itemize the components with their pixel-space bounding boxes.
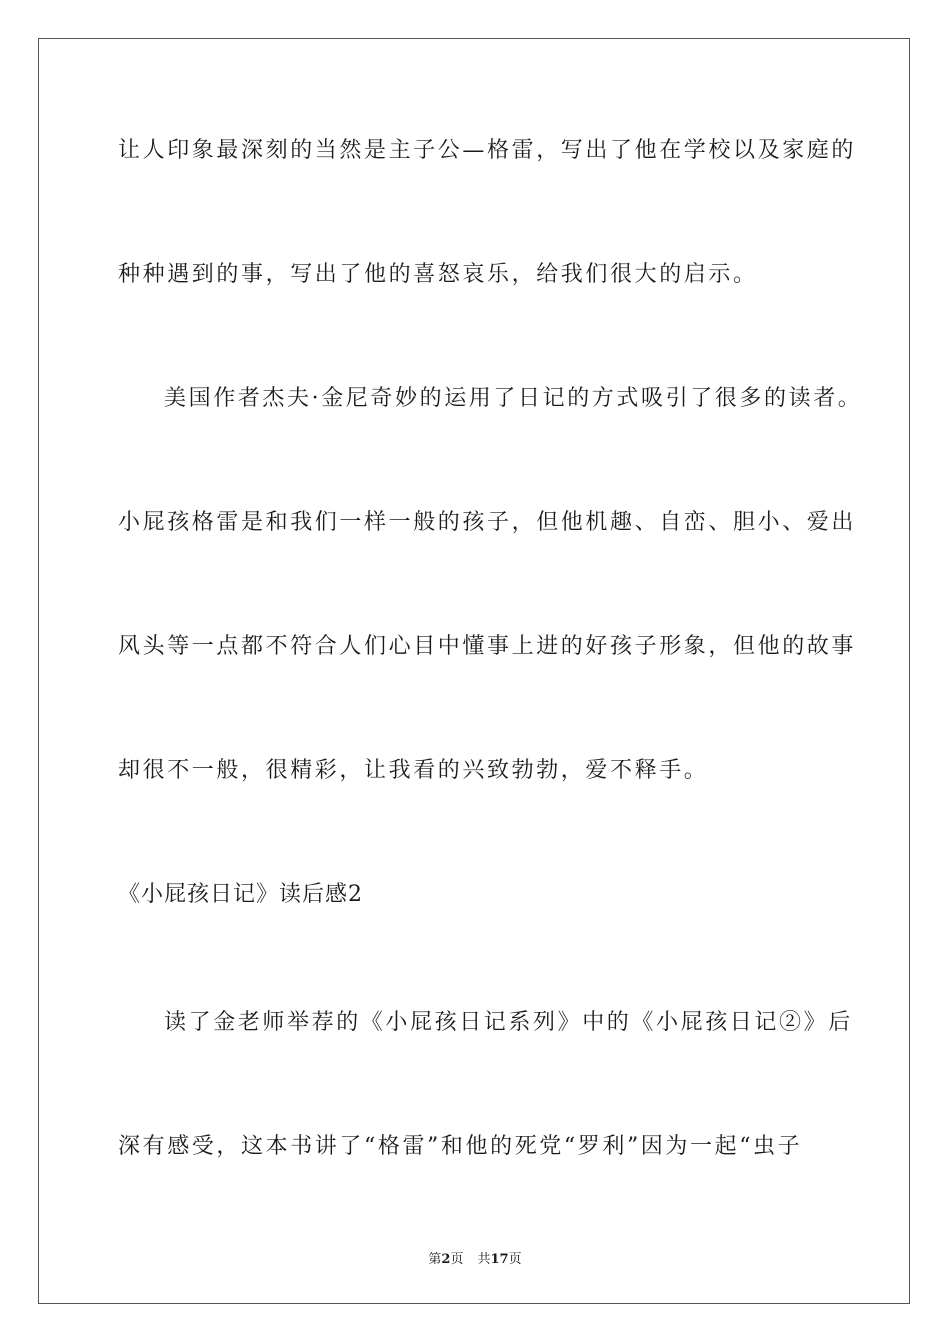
page-border [38,38,910,1304]
page-footer [0,1248,950,1267]
total-pages: 17 [490,1252,509,1267]
page-prefix: 第 [428,1252,442,1267]
text-line: 美国作者杰夫·金尼奇妙的运用了日记的方式吸引了很多的读者。 [164,386,863,411]
text-line: 让人印象最深刻的当然是主子公—格雷，写出了他在学校以及家庭的 [118,138,857,163]
page-number: 2 [441,1252,451,1267]
total-suffix: 页 [508,1252,522,1267]
text-line: 种种遇到的事，写出了他的喜怒哀乐，给我们很大的启示。 [118,262,758,287]
total-prefix: 共 [477,1252,491,1267]
text-line: 读了金老师举荐的《小屁孩日记系列》中的《小屁孩日记②》后 [164,1010,853,1035]
page-suffix: 页 [450,1252,464,1267]
text-line: 小屁孩格雷是和我们一样一般的孩子，但他机趣、自峦、胆小、爱出 [118,510,857,535]
text-line: 风头等一点都不符合人们心目中懂事上进的好孩子形象，但他的故事 [118,634,857,659]
text-line: 却很不一般，很精彩，让我看的兴致勃勃，爱不释手。 [118,758,709,783]
section-heading: 《小屁孩日记》读后感2 [118,882,363,907]
text-line: 深有感受，这本书讲了“格雷”和他的死党“罗利”因为一起“虫子 [118,1134,803,1159]
